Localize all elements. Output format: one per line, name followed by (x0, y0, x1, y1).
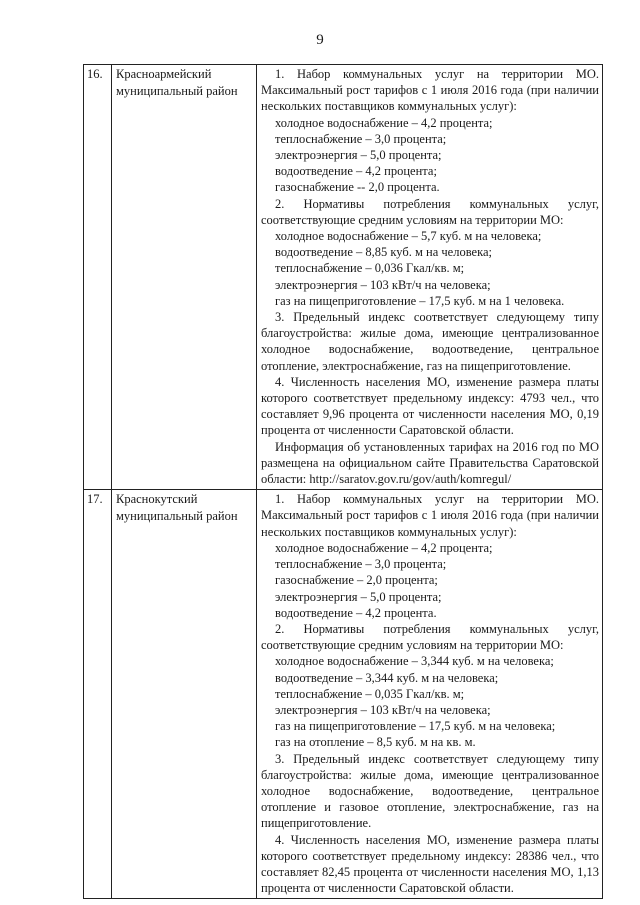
list-item: электроэнергия – 103 кВт/ч на человека; (275, 702, 491, 717)
info-paragraph: 3. Предельный индекс соответствует следующему типу благоустройства: жилые дома, имеющие централизованное холодное водоснабжение, водоотведение, центральное отопление, электроснабжение, газ на пищеприготовление. (261, 310, 599, 373)
list-item: водоотведение – 8,85 куб. м на человека; (275, 245, 493, 260)
district-name-cell (112, 65, 257, 490)
list-item: газоснабжение -- 2,0 процента. (275, 180, 440, 195)
info-paragraph: 4. Численность населения МО, изменение размера платы которого соответствует предельному индексу: 4793 чел., что составляет 9,96 процента от численности населения МО, 0,19 процента от численности Саратовской области. (261, 374, 599, 438)
info-paragraph: 2. Нормативы потребления коммунальных услуг, соответствующие средним условиям на территории МО: (261, 196, 599, 227)
list-item: газоснабжение – 2,0 процента; (275, 573, 438, 588)
list-item: водоотведение – 4,2 процента. (275, 605, 437, 620)
list-item: холодное водоснабжение – 4,2 процента; (275, 115, 493, 130)
info-paragraph: 4. Численность населения МО, изменение размера платы которого соответствует предельному индексу: 28386 чел., что составляет 82,45 процента от численности населения МО, 1,13 процента от численности Саратовской области. (261, 832, 599, 896)
list-item: холодное водоснабжение – 4,2 процента; (275, 540, 493, 555)
list-item: газ на отопление – 8,5 куб. м на кв. м. (275, 735, 476, 750)
district-name-cell (112, 490, 257, 899)
table-row (84, 490, 603, 899)
list-item: водоотведение – 4,2 процента; (275, 164, 437, 179)
page-number: 9 (316, 32, 324, 48)
district-name-line: Краснокутский (116, 492, 198, 507)
district-name-line: муниципальный район (116, 83, 238, 98)
municipal-tariff-table (83, 64, 603, 899)
info-paragraph: 1. Набор коммунальных услуг на территории МО. Максимальный рост тарифов с 1 июля 2016 года (при наличии нескольких поставщиков коммунальных услуг): (261, 492, 599, 539)
list-item: холодное водоснабжение – 3,344 куб. м на человека; (275, 654, 554, 669)
list-item: электроэнергия – 103 кВт/ч на человека; (275, 277, 491, 292)
row-number: 16. (84, 65, 112, 490)
list-item: теплоснабжение – 0,036 Гкал/кв. м; (275, 261, 465, 276)
list-item: газ на пищеприготовление – 17,5 куб. м на 1 человека. (275, 293, 565, 308)
tariff-info-cell (257, 65, 603, 490)
info-paragraph: Информация об установленных тарифах на 2016 год по МО размещена на официальном сайте Правительства Саратовской области: http://saratov.gov.ru/gov/auth/komregul/ (261, 439, 599, 487)
list-item: теплоснабжение – 3,0 процента; (275, 131, 447, 146)
list-item: холодное водоснабжение – 5,7 куб. м на человека; (275, 229, 542, 244)
list-item: теплоснабжение – 3,0 процента; (275, 557, 447, 572)
list-item: теплоснабжение – 0,035 Гкал/кв. м; (275, 686, 465, 701)
list-item: электроэнергия – 5,0 процента; (275, 589, 442, 604)
tariff-info-cell (257, 490, 603, 899)
district-name-line: муниципальный район (116, 508, 238, 523)
table-row (84, 65, 603, 490)
list-item: газ на пищеприготовление – 17,5 куб. м на человека; (275, 719, 556, 734)
info-paragraph: 3. Предельный индекс соответствует следующему типу благоустройства: жилые дома, имеющие централизованное холодное водоснабжение, водоотведение, центральное отопление и газовое отопление, электроснабжение, газ на пищеприготовление. (261, 751, 599, 831)
row-number: 17. (84, 490, 112, 899)
info-paragraph: 2. Нормативы потребления коммунальных услуг, соответствующие средним условиям на территории МО: (261, 621, 599, 653)
list-item: водоотведение – 3,344 куб. м на человека; (275, 670, 499, 685)
list-item: электроэнергия – 5,0 процента; (275, 148, 442, 163)
info-paragraph: 1. Набор коммунальных услуг на территории МО. Максимальный рост тарифов с 1 июля 2016 года (при наличии нескольких поставщиков коммунальных услуг): (261, 67, 599, 114)
district-name-line: Красноармейский (116, 67, 212, 81)
